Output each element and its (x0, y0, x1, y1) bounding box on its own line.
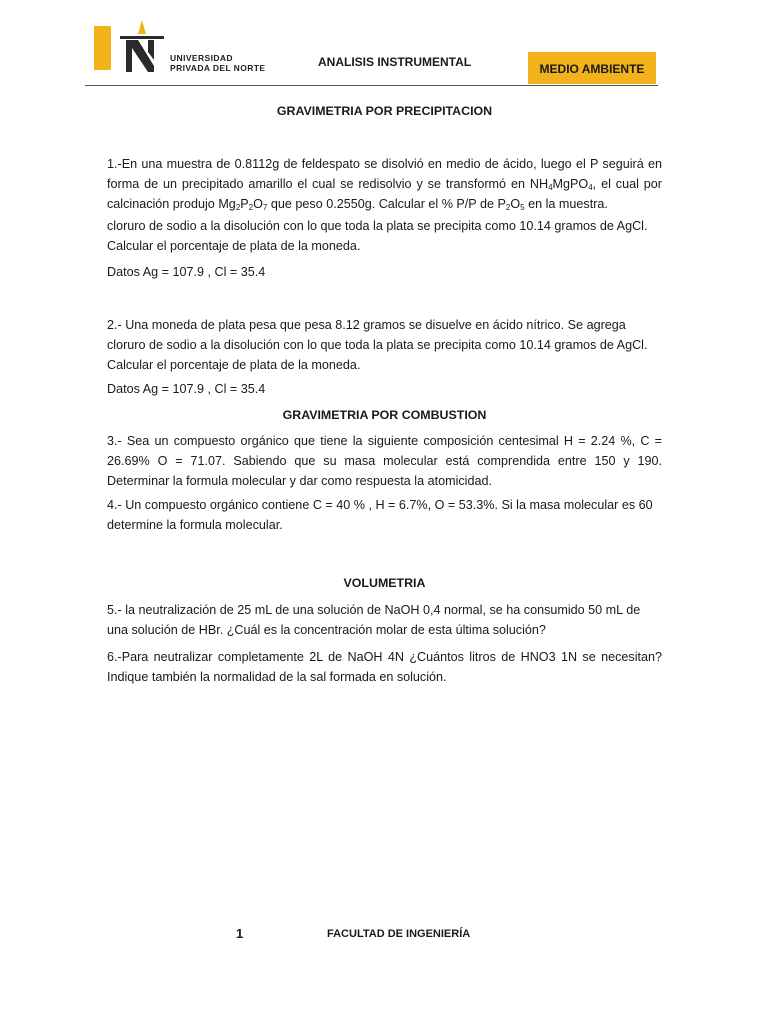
problem-3: 3.- Sea un compuesto orgánico que tiene la siguiente composición centesimal H = 2.24 %, C = 26.69% O = 71.07. Sabiendo que su masa molecular está comprendida entre 150 y 190. Determinar la formula molecular y dar como respuesta la atomicidad. (107, 434, 662, 488)
problem-4: 4.- Un compuesto orgánico contiene C = 40 % , H = 6.7%, O = 53.3%. Si la masa molecular es 60 determine la formula molecular. (107, 498, 653, 532)
footer-faculty: FACULTAD DE INGENIERÍA (327, 928, 471, 940)
section-title-volumetria: VOLUMETRIA (343, 576, 426, 590)
logo-line-1: UNIVERSIDAD (170, 53, 233, 63)
problem-2-datos: Datos Ag = 107.9 , Cl = 35.4 (107, 382, 266, 396)
badge-label: MEDIO AMBIENTE (539, 62, 645, 76)
logo-accent-bar (94, 26, 111, 70)
section-title-combustion: GRAVIMETRIA POR COMBUSTION (282, 408, 487, 422)
problem-1-extra: cloruro de sodio a la disolución con lo que toda la plata se precipita como 10.14 gramos de AgCl. Calcular el porcentaje de plata de la moneda. (107, 219, 648, 253)
university-n-mark-icon (120, 20, 164, 76)
problem-6: 6.-Para neutralizar completamente 2L de NaOH 4N ¿Cuántos litros de HNO3 1N se necesitan? Indique también la normalidad de la sal formada en solución. (107, 650, 662, 684)
university-name (170, 54, 265, 73)
logo-line-2: PRIVADA DEL NORTE (170, 62, 266, 73)
section-title-precipitacion: GRAVIMETRIA POR PRECIPITACION (276, 104, 493, 118)
course-title: ANALISIS INSTRUMENTAL (318, 55, 472, 69)
medio-ambiente-badge (528, 52, 656, 84)
problem-1: 1.-En una muestra de 0.8112g de feldespato se disolvió en medio de ácido, luego el P seguirá en forma de un precipitado amarillo el cual se redisolvio y se transformó en $NH_4MgPO_4$, el cual por calcinación produjo $Mg_2P_2O_7$ que peso 0.2550g. Calcular el % P/P de $P_2O_5$ en la muestra. (107, 157, 662, 212)
problem-1-datos: Datos Ag = 107.9 , Cl = 35.4 (107, 265, 266, 279)
page-number: 1 (236, 926, 244, 941)
header-divider (85, 85, 658, 86)
problem-2: 2.- Una moneda de plata pesa que pesa 8.12 gramos se disuelve en ácido nítrico. Se agrega cloruro de sodio a la disolución con lo que toda la plata se precipita como 10.14 gramos de AgCl. Calcular el porcentaje de plata de la moneda. (107, 318, 648, 372)
problem-5: 5.- la neutralización de 25 mL de una solución de NaOH 0,4 normal, se ha consumido 50 mL de una solución de HBr. ¿Cuál es la concentración molar de esta última solución? (107, 603, 641, 637)
